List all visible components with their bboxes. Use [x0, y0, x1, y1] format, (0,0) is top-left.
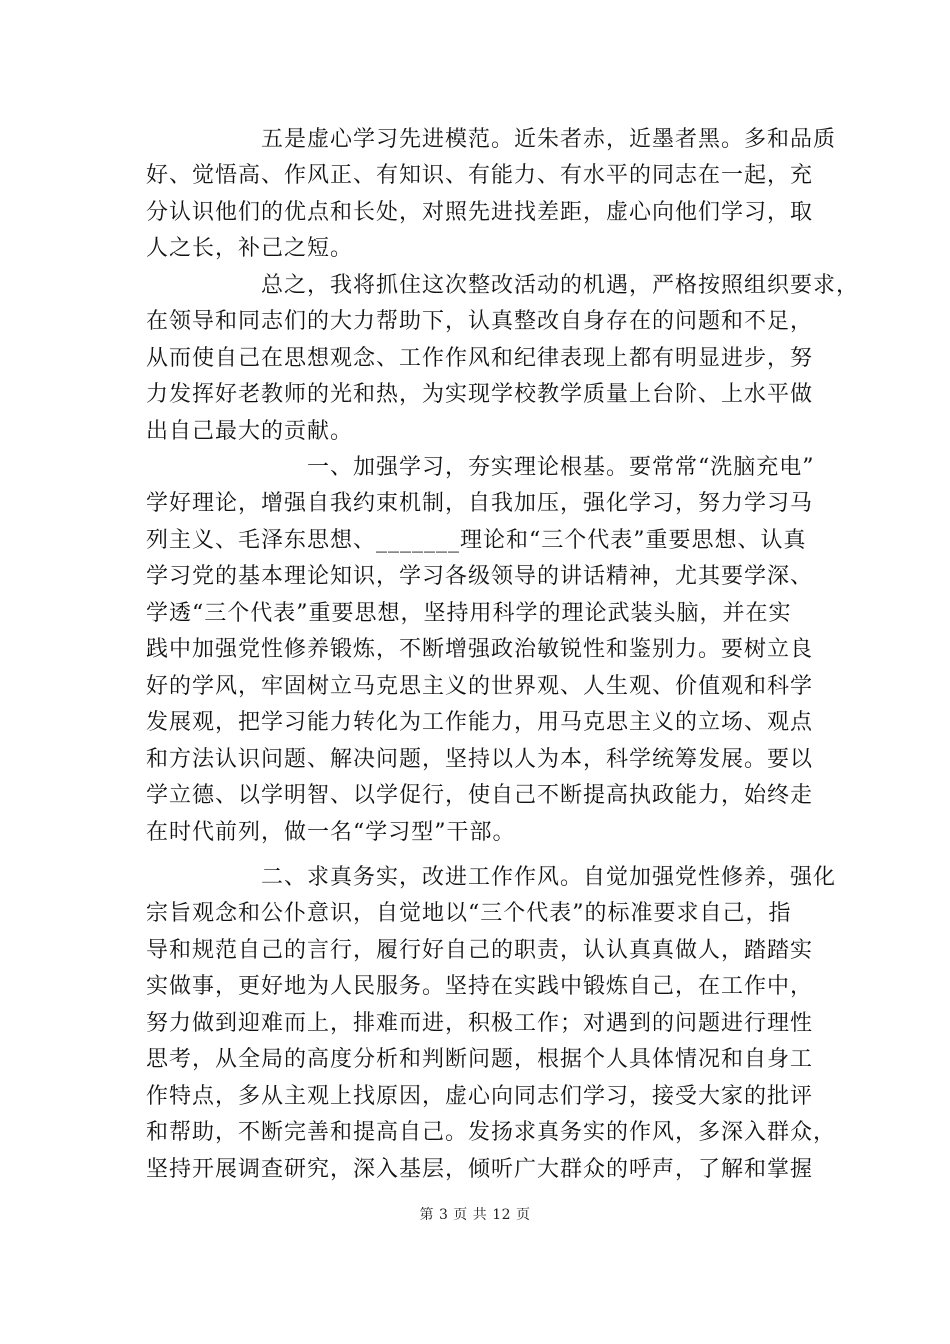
body-line: 学透“三个代表”重要思想，坚持用科学的理论武装头脑，并在实	[146, 601, 792, 626]
body-line: 二、求真务实，改进工作作风。自觉加强党性修养，强化	[146, 865, 837, 890]
body-line: 和帮助，不断完善和提高自己。发扬求真务实的作风，多深入群众，	[146, 1120, 837, 1145]
body-line: 发展观，把学习能力转化为工作能力，用马克思主义的立场、观点	[146, 710, 814, 735]
body-line: 和方法认识问题、解决问题，坚持以人为本，科学统筹发展。要以	[146, 747, 814, 772]
body-line: 分认识他们的优点和长处，对照先进找差距，虚心向他们学习，取	[146, 200, 814, 225]
body-line: 出自己最大的贡献。	[146, 419, 354, 444]
body-line: 好、觉悟高、作风正、有知识、有能力、有水平的同志在一起，充	[146, 163, 814, 188]
page-number-footer: 第 3 页 共 12 页	[419, 1207, 531, 1223]
body-line: 宗旨观念和公仆意识，自觉地以“三个代表”的标准要求自己，指	[146, 901, 792, 926]
body-line: 导和规范自己的言行，履行好自己的职责，认认真真做人，踏踏实	[146, 938, 814, 963]
body-line: 一、加强学习，夯实理论根基。要常常“洗脑充电”	[146, 455, 815, 480]
body-line: 作特点，多从主观上找原因，虚心向同志们学习，接受大家的批评	[146, 1084, 814, 1109]
body-line: 在领导和同志们的大力帮助下，认真整改自身存在的问题和不足，	[146, 309, 814, 334]
body-line: 实做事，更好地为人民服务。坚持在实践中锻炼自己，在工作中，	[146, 974, 814, 999]
body-line: 学立德、以学明智、以学促行，使自己不断提高执政能力，始终走	[146, 783, 814, 808]
body-line: 学好理论，增强自我约束机制，自我加压，强化学习，努力学习马	[146, 491, 814, 516]
body-line: 五是虚心学习先进模范。近朱者赤，近墨者黑。多和品质	[146, 127, 837, 152]
body-line: 学习党的基本理论知识，学习各级领导的讲话精神，尤其要学深、	[146, 564, 814, 589]
body-line: 坚持开展调查研究，深入基层，倾听广大群众的呼声，了解和掌握	[146, 1157, 814, 1182]
body-line: 努力做到迎难而上，排难而进，积极工作；对遇到的问题进行理性	[146, 1011, 814, 1036]
body-line: 践中加强党性修养锻炼，不断增强政治敏锐性和鉴别力。要树立良	[146, 637, 814, 662]
body-line: 好的学风，牢固树立马克思主义的世界观、人生观、价值观和科学	[146, 674, 814, 699]
body-line: 列主义、毛泽东思想、_______理论和“三个代表”重要思想、认真	[146, 528, 807, 553]
body-line: 思考，从全局的高度分析和判断问题，根据个人具体情况和自身工	[146, 1047, 814, 1072]
body-line: 力发挥好老教师的光和热，为实现学校教学质量上台阶、上水平做	[146, 382, 814, 407]
body-line: 总之，我将抓住这次整改活动的机遇，严格按照组织要求，	[146, 273, 860, 298]
body-line: 人之长，补己之短。	[146, 236, 354, 261]
body-line: 从而使自己在思想观念、工作作风和纪律表现上都有明显进步，努	[146, 346, 814, 371]
body-line: 在时代前列，做一名“学习型”干部。	[146, 820, 516, 845]
